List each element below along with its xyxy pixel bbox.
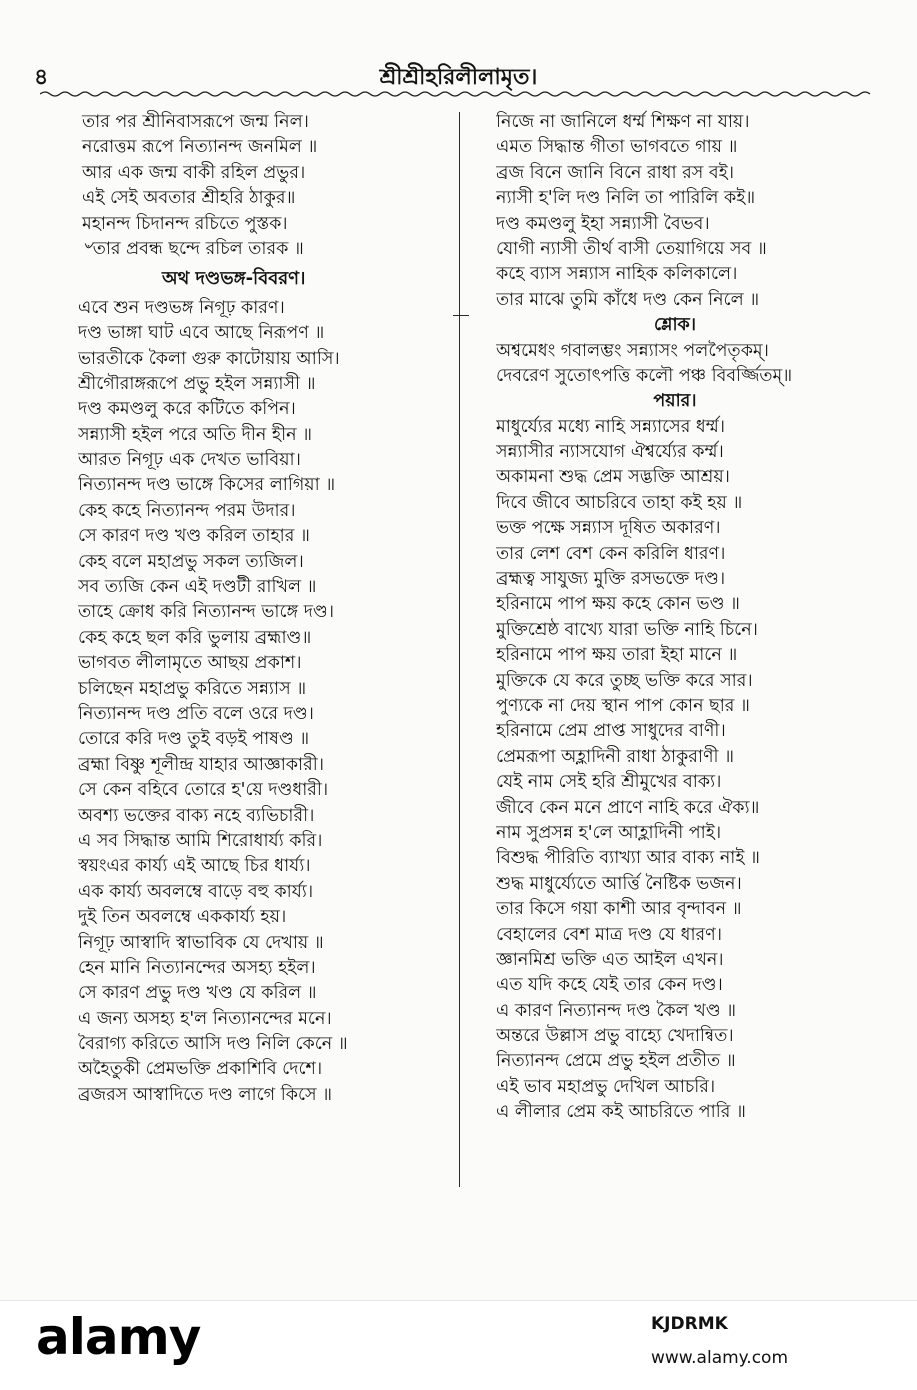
image-id: KJDRMK (651, 1314, 728, 1334)
verse-line: শ্রীগৌরাঙ্গরূপে প্রভু হইল সন্ন্যাসী ॥ (78, 373, 316, 394)
verse-line: অন্তরে উল্লাস প্রভু বাহ্যে খেদান্বিত। (496, 1026, 734, 1047)
verse-line: শুদ্ধ মাধুর্য্যেতে আর্ত্তি নৈষ্টিক ভজন। (496, 873, 742, 894)
sloka-heading: শ্লোক। (653, 315, 697, 336)
watermark-footer (0, 1300, 917, 1390)
verse-line: সব ত্যজি কেন এই দণ্ডটী রাখিল ॥ (78, 577, 317, 598)
verse-line: জীবে কেন মনে প্রাণে নাহি করে ঐক্য॥ (496, 797, 760, 818)
verse-line: যেই নাম সেই হরি শ্রীমুখের বাক্য। (496, 772, 722, 793)
verse-line: এবে শুন দণ্ডভঙ্গ নিগূঢ় কারণ। (78, 297, 285, 318)
verse-line: দিবে জীবে আচরিবে তাহা কই হয় ॥ (496, 492, 743, 513)
verse-line: মহানন্দ চিদানন্দ রচিতে পুস্তক। (82, 213, 288, 234)
alamy-logo[interactable]: alamy (36, 1308, 201, 1366)
verse-line: অবশ্য ভক্তের বাক্য নহে ব্যভিচারী। (78, 805, 315, 826)
verse-line: হরিনামে পাপ ক্ষয় তারা ইহা মানে ॥ (496, 645, 738, 666)
verse-line: দণ্ড কমণ্ডলু করে কটিতে কপিন। (78, 399, 296, 420)
verse-line: নাম সুপ্রসন্ন হ'লে আহ্লাদিনী পাই। (496, 822, 722, 843)
verse-line: সে কেন বহিবে তোরে হ'য়ে দণ্ডধারী। (78, 780, 329, 801)
verse-line: তার লেশ বেশ কেন করিলি ধারণ। (496, 543, 726, 564)
verse-line: দুই তিন অবলম্বে এককার্য্য হয়। (78, 907, 287, 928)
verse-line: এ কারণ নিত্যানন্দ দণ্ড কৈল খণ্ড ॥ (496, 1000, 737, 1021)
verse-line: প্রেমরূপা অহ্লাদিনী রাধা ঠাকুরাণী ॥ (496, 746, 735, 767)
column-divider-tick (453, 315, 469, 316)
section-title: অথ দণ্ডভঙ্গ-বিবরণ। (162, 268, 306, 290)
verse-line: এ জন্য অসহ্য হ'ল নিত্যানন্দের মনে। (78, 1008, 332, 1029)
verse-line: তার মাঝে তুমি কাঁধে দণ্ড কেন নিলে ॥ (496, 289, 760, 310)
verse-line: ভারতীকে কৈলা গুরু কাটোয়ায় আসি। (78, 348, 340, 369)
wavy-rule-divider (40, 90, 878, 98)
verse-line: এ সব সিদ্ধান্ত আমি শিরোধার্য্য করি। (78, 830, 323, 851)
verse-line: এই ভাব মহাপ্রভু দেখিল আচরি। (496, 1076, 716, 1097)
verse-line: ৺তার প্রবন্ধ ছন্দে রচিল তারক ॥ (82, 238, 304, 259)
verse-line: বেহালের বেশ মাত্র দণ্ড যে ধারণ। (496, 924, 723, 945)
verse-line: কেহ কহে নিত্যানন্দ পরম উদার। (78, 500, 296, 521)
website-link[interactable]: www.alamy.com (651, 1348, 789, 1368)
verse-line: ন্যাসী হ'লি দণ্ড নিলি তা পারিলি কই॥ (496, 188, 756, 209)
verse-line: আর এক জন্ম বাকী রহিল প্রভুর। (82, 162, 306, 183)
verse-line: অহৈতুকী প্রেমভক্তি প্রকাশিবি দেশে। (78, 1059, 323, 1080)
verse-line: ব্রজ বিনে জানি বিনে রাধা রস বই। (496, 162, 734, 183)
verse-line: হরিনামে পাপ ক্ষয় কহে কোন ভণ্ড ॥ (496, 594, 740, 615)
sloka-line: দেবরেণ সুতোৎপত্তি কলৌ পঞ্চ বিবর্জ্জিতম্॥ (496, 365, 793, 386)
verse-line: নিত্যানন্দ দণ্ড প্রতি বলে ওরে দণ্ড। (78, 703, 314, 724)
verse-line: নিগূঢ় আস্বাদি স্বাভাবিক যে দেখায় ॥ (78, 932, 324, 953)
verse-line: ভক্ত পক্ষে সন্ন্যাস দূষিত অকারণ। (496, 518, 721, 539)
verse-line: ব্রজরস আস্বাদিতে দণ্ড লাগে কিসে ॥ (78, 1084, 332, 1105)
verse-line: কহে ব্যাস সন্ন্যাস নাহিক কলিকালে। (496, 264, 738, 285)
verse-line: চলিছেন মহাপ্রভু করিতে সন্ন্যাস ॥ (78, 678, 307, 699)
verse-line: দণ্ড ভাঙ্গা ঘাট এবে আছে নিরূপণ ॥ (78, 323, 325, 344)
verse-line: নিজে না জানিলে ধর্ম্ম শিক্ষণ না যায়। (496, 112, 750, 132)
verse-line: এ লীলার প্রেম কই আচরিতে পারি ॥ (496, 1102, 746, 1123)
verse-line: এত যদি কহে যেই তার কেন দণ্ড। (496, 975, 723, 996)
column-divider (459, 112, 460, 1187)
left-column (78, 110, 450, 1108)
verse-line: স্বয়ংএর কার্য্য এই আছে চির ধার্য্য। (78, 856, 311, 877)
verse-line: নিত্যানন্দ দণ্ড ভাঙ্গে কিসের লাগিয়া ॥ (78, 475, 336, 496)
verse-line: তার পর শ্রীনিবাসরূপে জন্ম নিল। (82, 112, 309, 132)
footer-separator (0, 1300, 917, 1301)
verse-line: তার কিসে গয়া কাশী আর বৃন্দাবন ॥ (496, 899, 742, 920)
payar-heading: পয়ার। (653, 391, 697, 412)
verse-line: ব্রহ্মত্ব সাযুজ্য মুক্তি রসভক্তে দণ্ড। (496, 569, 726, 590)
verse-line: তোরে করি দণ্ড তুই বড়ই পাষণ্ড ॥ (78, 729, 310, 750)
verse-line: জ্ঞানমিশ্র ভক্তি এত আইল এখন। (496, 949, 724, 970)
verse-line: মুক্তিশ্রেষ্ঠ বাখ্যে যারা ভক্তি নাহি চিনে। (496, 619, 758, 640)
verse-line: নিত্যানন্দ প্রেমে প্রভু হইল প্রতীত ॥ (496, 1051, 736, 1072)
verse-line: নরোত্তম রূপে নিত্যানন্দ জনমিল ॥ (82, 137, 318, 158)
verse-line: হরিনামে প্রেম প্রাপ্ত সাধুদের বাণী। (496, 721, 726, 742)
verse-line: অকামনা শুদ্ধ প্রেম সদ্ভক্তি আশ্রয়। (496, 467, 730, 488)
verse-line: কেহ কহে ছল করি ভুলায় ব্রহ্মাণ্ড॥ (78, 627, 312, 648)
verse-line: তাহে ক্রোধ করি নিত্যানন্দ ভাঙ্গে দণ্ড। (78, 602, 334, 623)
verse-line: সে কারণ দণ্ড খণ্ড করিল তাহার ॥ (78, 526, 310, 547)
verse-line: পুণ্যকে না দেয় স্থান পাপ কোন ছার ॥ (496, 695, 750, 716)
running-title: শ্রীশ্রীহরিলীলামৃত। (379, 65, 538, 90)
verse-line: সন্ন্যাসী হইল পরে অতি দীন হীন ॥ (78, 424, 313, 445)
verse-line: ব্রহ্মা বিষ্ণু শূলীন্দ্র যাহার আজ্ঞাকারী। (78, 754, 324, 775)
verse-line: এমত সিদ্ধান্ত গীতা ভাগবতে গায় ॥ (496, 137, 738, 158)
right-column (496, 110, 876, 1126)
verse-line: এই সেই অবতার শ্রীহরি ঠাকুর॥ (82, 188, 296, 209)
verse-line: মুক্তিকে যে করে তুচ্ছ ভক্তি করে সার। (496, 670, 753, 691)
verse-line: সে কারণ প্রভু দণ্ড খণ্ড যে করিল ॥ (78, 983, 317, 1004)
verse-line: কেহ বলে মহাপ্রভু সকল ত্যজিল। (78, 551, 304, 572)
verse-line: এক কার্য্য অবলম্বে বাড়ে বহু কার্য্য। (78, 881, 314, 902)
sloka-line: অশ্বমেধং গবালম্ভং সন্ন্যাসং পলপৈতৃকম্। (496, 340, 769, 361)
verse-line: আরত নিগূঢ় এক দেখত ভাবিয়া। (78, 450, 301, 471)
page-number: ৪ (34, 65, 49, 90)
verse-line: হেন মানি নিত্যানন্দের অসহ্য হইল। (78, 957, 316, 978)
verse-line: দণ্ড কমণ্ডলু ইহা সন্ন্যাসী বৈভব। (496, 213, 710, 234)
verse-line: যোগী ন্যাসী তীর্থ বাসী তেয়াগিয়ে সব ॥ (496, 238, 767, 259)
verse-line: সন্ন্যাসীর ন্যাসযোগ ঐশ্বর্য্যের কর্ম্ম। (496, 442, 724, 463)
page-header (0, 58, 917, 98)
verse-line: মাধুর্য্যের মধ্যে নাহি সন্ন্যাসের ধর্ম্ম। (496, 416, 725, 437)
verse-line: বিশুদ্ধ পীরিতি ব্যাখ্যা আর বাক্য নাই ॥ (496, 848, 760, 869)
verse-line: ভাগবত লীলামৃতে আছয় প্রকাশ। (78, 653, 302, 674)
verse-line: বৈরাগ্য করিতে আসি দণ্ড নিলি কেনে ॥ (78, 1034, 348, 1055)
